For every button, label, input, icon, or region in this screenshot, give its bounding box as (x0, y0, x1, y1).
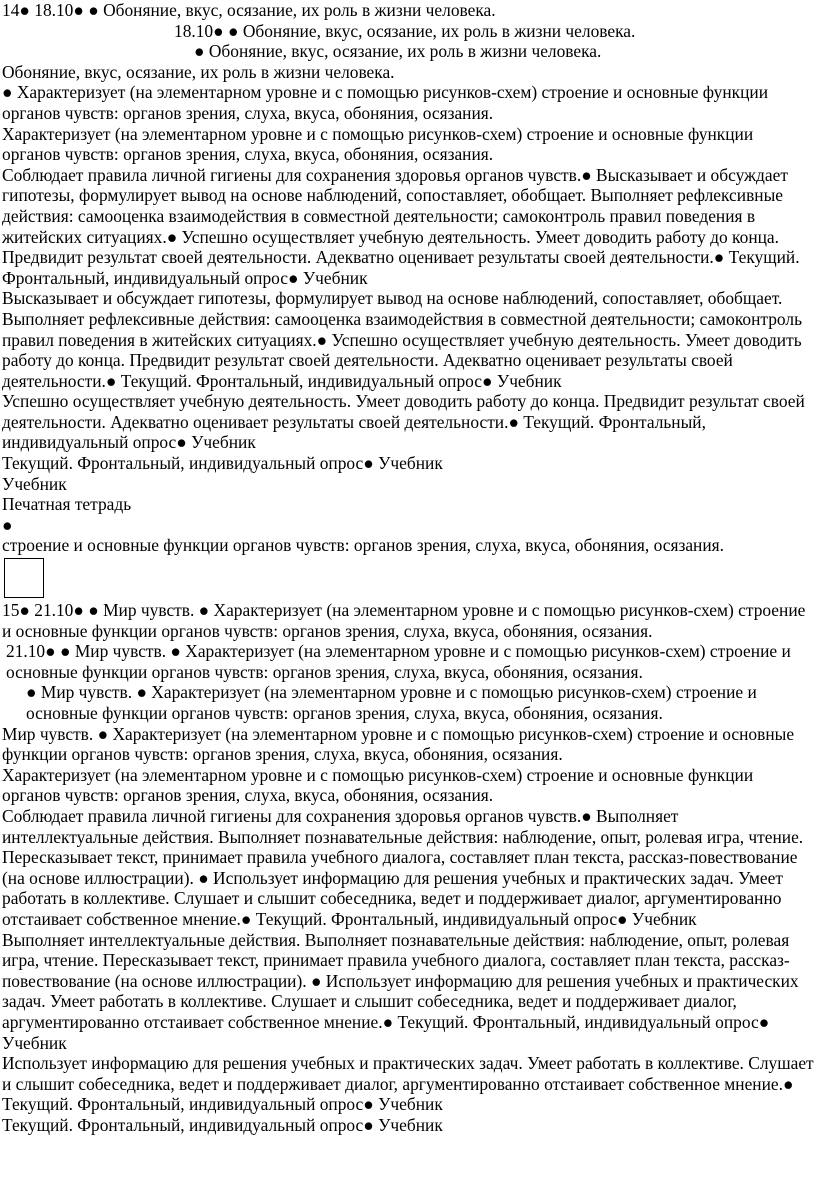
lesson-15-subject-results: Характеризует (на элементарном уровне и с помощью рисунков-схем) строение и основные функции органов чувств: органов зрения, слуха, вкуса, обоняния, осязания. (2, 764, 754, 806)
lesson-14-summary: строение и основные функции органов чувств: органов зрения, слуха, вкуса, обоняния, осязания. (2, 535, 724, 556)
lesson-14-metasubject-results: Высказывает и обсуждает гипотезы, формулирует вывод на основе наблюдений, сопоставляет, обобщает. Выполняет рефлексивные действия: самооценка взаимодействия в совместной деятельности; самоконтроль правил поведения в житейских ситуациях.● Успешно осуществляет учебную деятельность. Умеет доводить работу до конца. Предвидит результат своей деятельности. Адекватно оценивает результаты своей деятельности.● Текущий. Фронтальный, индивидуальный опрос● Учебник (2, 288, 803, 391)
bullet-marker: ● (2, 514, 13, 535)
lesson-14-topic-text: Обоняние, вкус, осязание, их роль в жизни человека. (2, 61, 395, 82)
lesson-15-date-cell: 21.10● ● Мир чувств. ● Характеризует (на элементарном уровне и с помощью рисунков-схем) строение и основные функции органов чувств: органов зрения, слуха, вкуса, обоняния, осязания. (6, 641, 791, 682)
lesson-15-communicative-results: Использует информацию для решения учебных и практических задач. Умеет работать в коллективе. Слушает и слышит собеседника, ведет и поддерживает диалог, аргументированно отстаивает собственное мнение.● Текущий. Фронтальный, индивидуальный опрос● Учебник (2, 1053, 814, 1115)
lesson-14-resource-textbook: Учебник (2, 473, 67, 494)
lesson-14-regulatory-results: Успешно осуществляет учебную деятельность. Умеет доводить работу до конца. Предвидит результат своей деятельности. Адекватно оценивает результаты своей деятельности.● Текущий. Фронтальный, индивидуальный опрос● Учебник (2, 391, 805, 453)
lesson-14-personal-results: Соблюдает правила личной гигиены для сохранения здоровья органов чувств.● Высказывает и обсуждает гипотезы, формулирует вывод на основе наблюдений, сопоставляет, обобщает. Выполняет рефлексивные действия: самооценка взаимодействия в совместной деятельности; самоконтроль правил поведения в житейских ситуациях.● Успешно осуществляет учебную деятельность. Умеет доводить работу до конца. Предвидит результат своей деятельности. Адекватно оценивает результаты своей деятельности.● Текущий. Фронтальный, индивидуальный опрос● Учебник (2, 164, 800, 288)
lesson-14-subject-results: ● Характеризует (на элементарном уровне и с помощью рисунков-схем) строение и основные функции органов чувств: органов зрения, слуха, вкуса, обоняния, осязания. (2, 82, 769, 123)
lesson-15-personal-results: Соблюдает правила личной гигиены для сохранения здоровья органов чувств.● Выполняет интеллектуальные действия. Выполняет познавательные действия: наблюдение, опыт, ролевая игра, чтение. Пересказывает текст, принимает правила учебного диалога, составляет план текста, рассказ-повествование (на основе иллюстрации). ● Использует информацию для решения учебных и практических задач. Умеет работать в коллективе. Слушает и слышит собеседника, ведет и поддерживает диалог, аргументированно отстаивает собственное мнение.● Текущий. Фронтальный, индивидуальный опрос● Учебник (2, 805, 804, 929)
lesson-15-metasubject-results: Выполняет интеллектуальные действия. Выполняет познавательные действия: наблюдение, опыт, ролевая игра, чтение. Пересказывает текст, принимает правила учебного диалога, составляет план текста, рассказ-повествование (на основе иллюстрации). ● Использует информацию для решения учебных и практических задач. Умеет работать в коллективе. Слушает и слышит собеседника, ведет и поддерживает диалог, аргументированно отстаивает собственное мнение.● Текущий. Фронтальный, индивидуальный опрос● Учебник (2, 929, 799, 1053)
lesson-14-row: 14● 18.10● ● Обоняние, вкус, осязание, их роль в жизни человека. (2, 0, 496, 20)
lesson-14-date-cell: 18.10● ● Обоняние, вкус, осязание, их роль в жизни человека. (174, 20, 636, 41)
lesson-15-control-form: Текущий. Фронтальный, индивидуальный опрос● Учебник (2, 1114, 443, 1135)
lesson-14-subject-results-text: Характеризует (на элементарном уровне и с помощью рисунков-схем) строение и основные функции органов чувств: органов зрения, слуха, вкуса, обоняния, осязания. (2, 123, 754, 165)
lesson-14-control-form: Текущий. Фронтальный, индивидуальный опрос● Учебник (2, 453, 443, 474)
lesson-15-topic-cell: ● Мир чувств. ● Характеризует (на элементарном уровне и с помощью рисунков-схем) строение и основные функции органов чувств: органов зрения, слуха, вкуса, обоняния, осязания. (26, 682, 757, 723)
lesson-15-topic-text: Мир чувств. ● Характеризует (на элементарном уровне и с помощью рисунков-схем) строение и основные функции органов чувств: органов зрения, слуха, вкуса, обоняния, осязания. (2, 723, 795, 765)
lesson-14-resource-workbook: Печатная тетрадь (2, 494, 132, 515)
lesson-15-row: 15● 21.10● ● Мир чувств. ● Характеризует (на элементарном уровне и с помощью рисунков-схем) строение и основные функции органов чувств: органов зрения, слуха, вкуса, обоняния, осязания. (2, 600, 806, 641)
lesson-14-topic-cell: ● Обоняние, вкус, осязание, их роль в жизни человека. (194, 41, 602, 62)
empty-table-cell (4, 558, 44, 598)
